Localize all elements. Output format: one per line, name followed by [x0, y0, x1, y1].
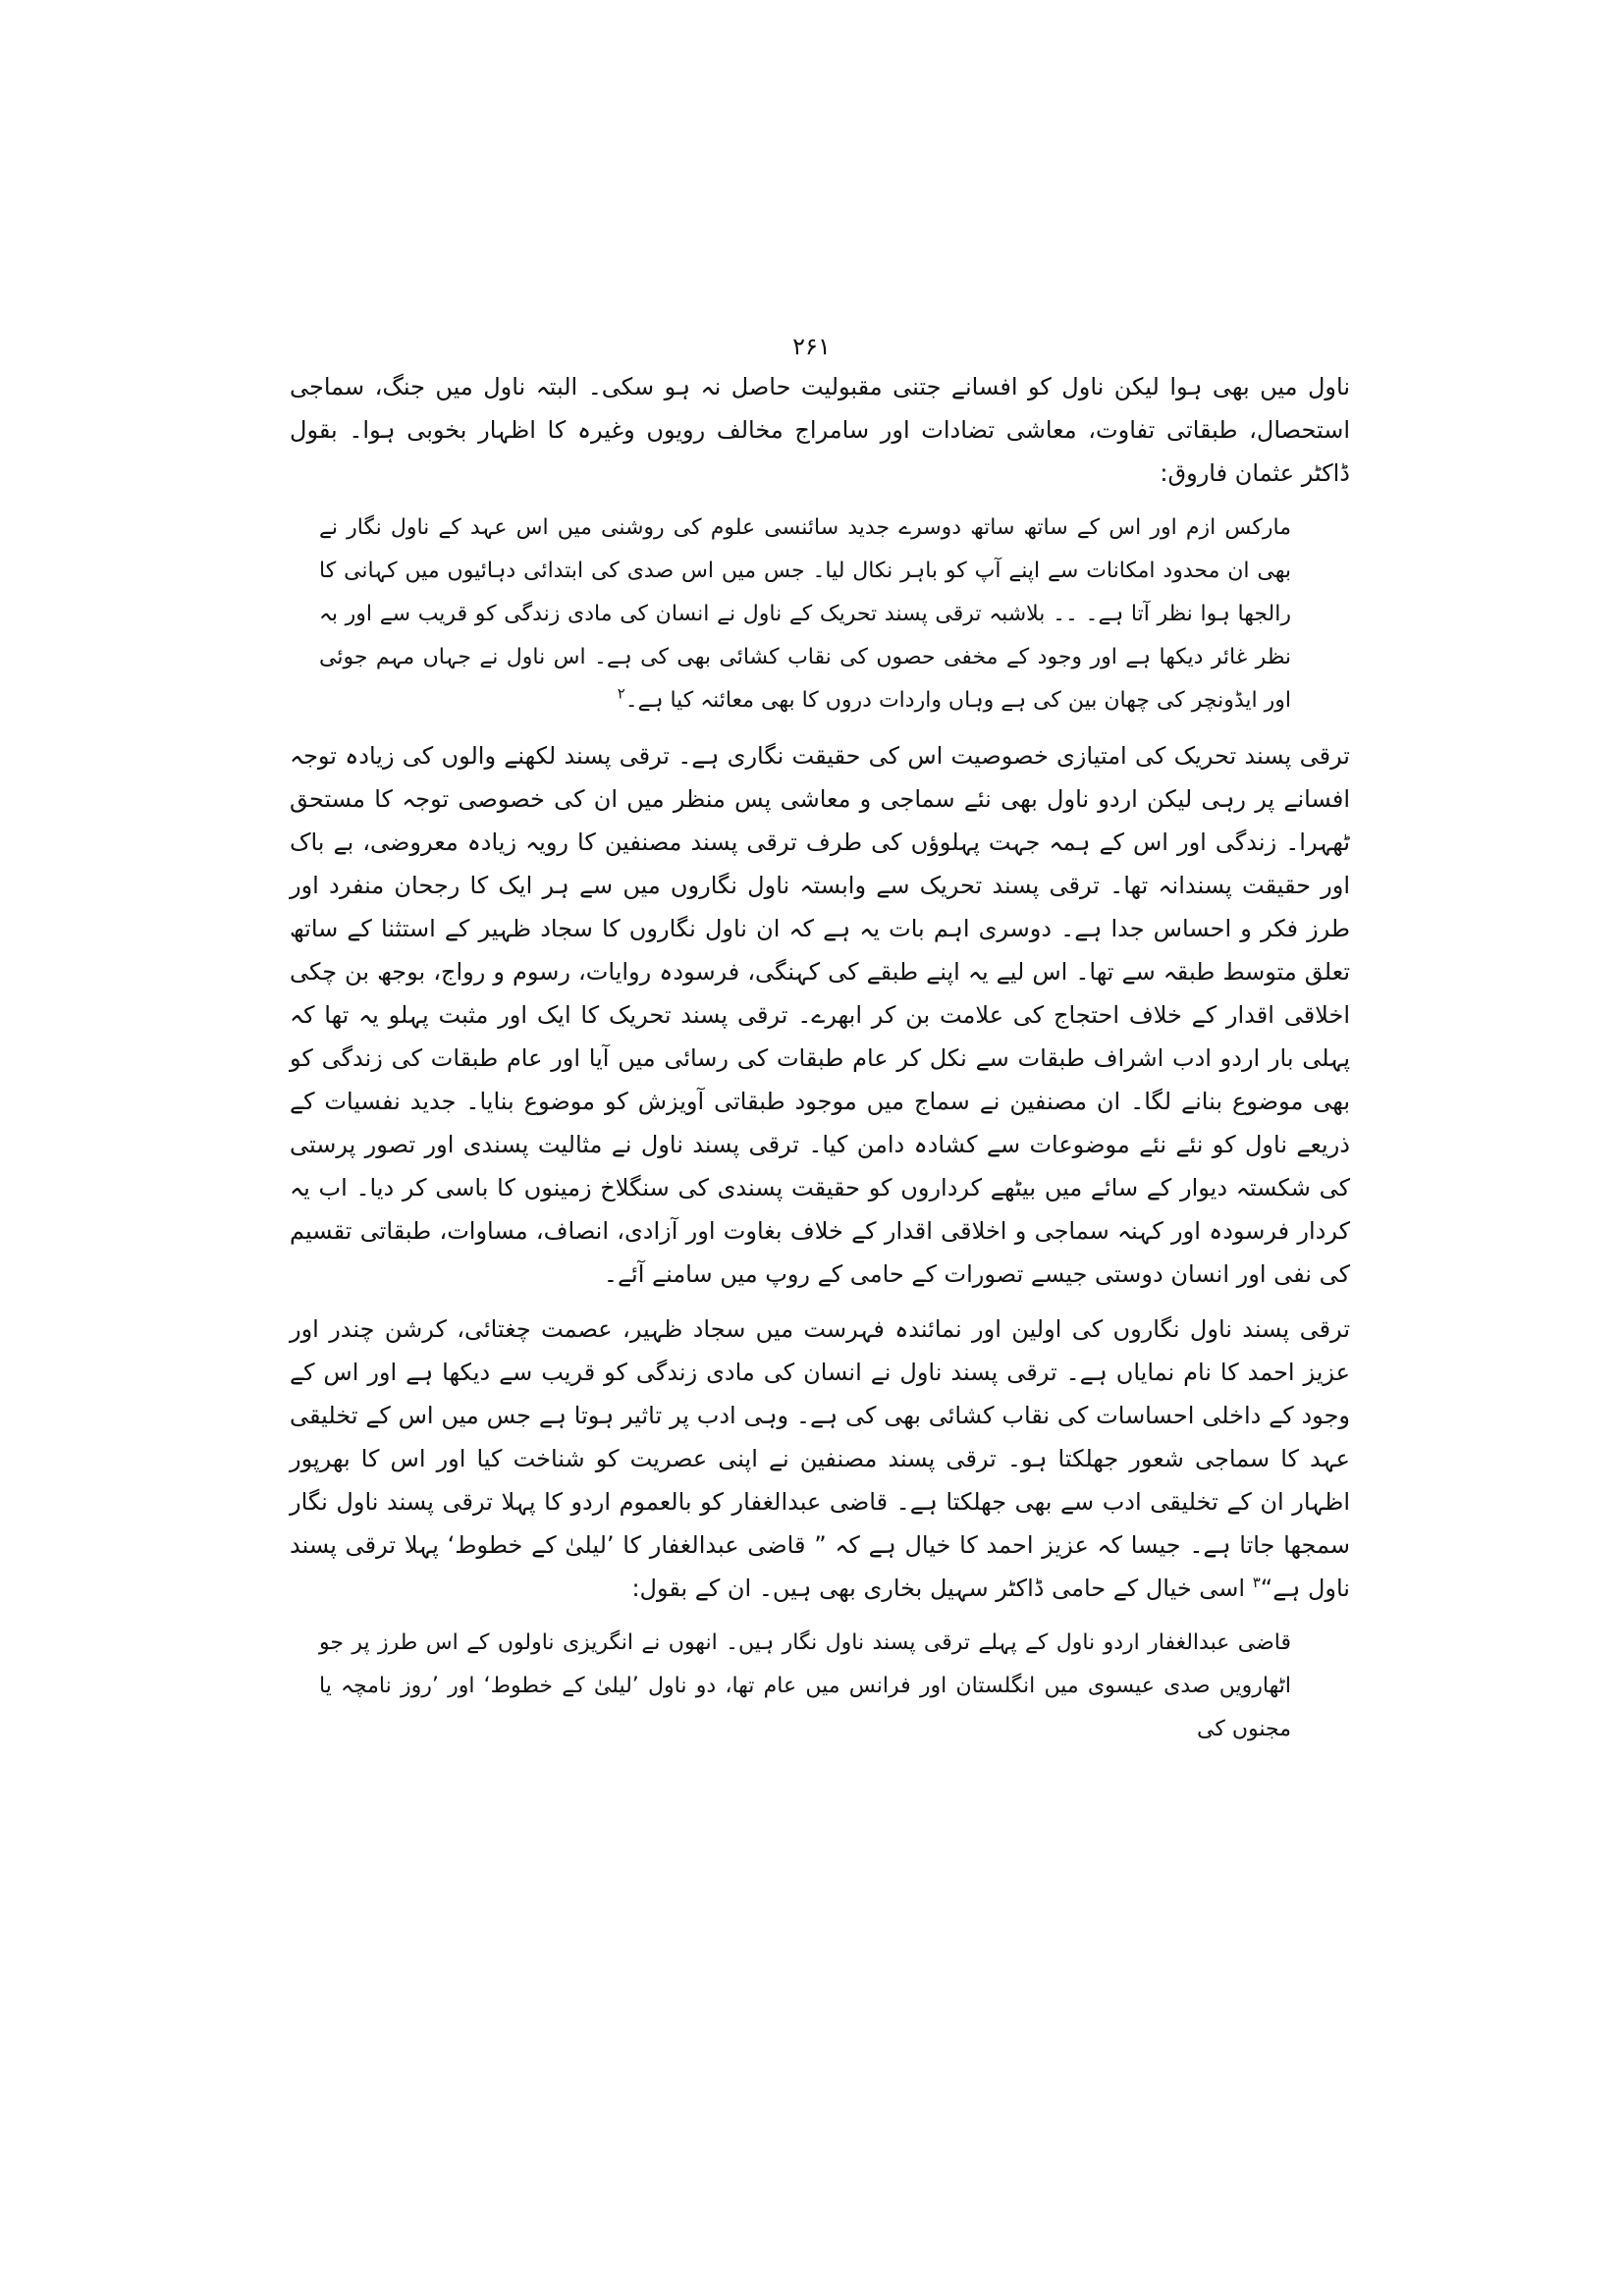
paragraph-realism	[290, 734, 1350, 1296]
block-quote-farooq-text: مارکس ازم اور اس کے ساتھ ساتھ دوسرے جدید سائنسی علوم کی روشنی میں اس عہد کے ناول نگار نے بھی ان محدود امکانات سے اپنے آپ کو باہر نکال لیا۔ جس میں اس صدی کی ابتدائی دہائیوں میں کہانی کا رالجھا ہوا نظر آتا ہے۔ ۔۔ بلاشبہ ترقی پسند تحریک کے ناول نے انسان کی مادی زندگی کو قریب سے اور بہ نظر غائر دیکھا ہے اور وجود کے مخفی حصوں کی نقاب کشائی بھی کی ہے۔ اس ناول نے جہاں مہم جوئی اور ایڈونچر کی چھان بین کی ہے وہاں واردات دروں کا بھی معائنہ کیا ہے۔	[319, 515, 1291, 713]
paragraph-novelists-tail: اسی خیال کے حامی ڈاکٹر سہیل بخاری بھی ہیں۔ ان کے بقول:	[631, 1575, 1253, 1602]
block-quote-bukhari-text: قاضی عبدالغفار اردو ناول کے پہلے ترقی پسند ناول نگار ہیں۔ انھوں نے انگریزی ناولوں کے اس طرز پر جو اٹھارویں صدی عیسوی میں انگلستان اور فرانس میں عام تھا، دو ناول ’لیلیٰ کے خطوط‘ اور ’روز نامچہ یا مجنوں کی	[319, 1630, 1291, 1741]
paragraph-novelists	[290, 1308, 1350, 1610]
footnote-marker-2: ۲	[617, 684, 625, 703]
footnote-marker-3: ۳	[1252, 1574, 1261, 1591]
paragraph-novelists-text: ترقی پسند ناول نگاروں کی اولین اور نمائندہ فہرست میں سجاد ظہیر، عصمت چغتائی، کرشن چندر اور عزیز احمد کا نام نمایاں ہے۔ ترقی پسند ناول نے انسان کی مادی زندگی کو قریب سے دیکھا ہے اور اس کے وجود کے داخلی احساسات کی نقاب کشائی بھی کی ہے۔ وہی ادب پر تاثیر ہوتا ہے جس میں اس کے تخلیقی عہد کا سماجی شعور جھلکتا ہو۔ ترقی پسند مصنفین نے اپنی عصریت کو شناخت کیا اور اس کا بھرپور اظہار ان کے تخلیقی ادب سے بھی جھلکتا ہے۔ قاضی عبدالغفار کو بالعموم اردو کا پہلا ترقی پسند ناول نگار سمجھا جاتا ہے۔ جیسا کہ عزیز احمد کا خیال ہے کہ ” قاضی عبدالغفار کا ’لیلیٰ کے خطوط‘ پہلا ترقی پسند ناول ہے“	[290, 1315, 1350, 1602]
page-number: ۲۶۱	[792, 333, 831, 360]
paragraph-realism-text: ترقی پسند تحریک کی امتیازی خصوصیت اس کی حقیقت نگاری ہے۔ ترقی پسند لکھنے والوں کی زیادہ توجہ افسانے پر رہی لیکن اردو ناول بھی نئے سماجی و معاشی پس منظر میں ان کی خصوصی توجہ کا مستحق ٹھہرا۔ زندگی اور اس کے ہمہ جہت پہلوؤں کی طرف ترقی پسند مصنفین کا رویہ زیادہ معروضی، بے باک اور حقیقت پسندانہ تھا۔ ترقی پسند تحریک سے وابستہ ناول نگاروں میں سے ہر ایک کا رجحان منفرد اور طرز فکر و احساس جدا ہے۔ دوسری اہم بات یہ ہے کہ ان ناول نگاروں کا سجاد ظہیر کے استثنا کے ساتھ تعلق متوسط طبقہ سے تھا۔ اس لیے یہ اپنے طبقے کی کہنگی، فرسودہ روایات، رسوم و رواج، بوجھ بن چکی اخلاقی اقدار کے خلاف احتجاج کی علامت بن کر ابھرے۔ ترقی پسند تحریک کا ایک اور مثبت پہلو یہ تھا کہ پہلی بار اردو ادب اشراف طبقات سے نکل کر عام طبقات کی رسائی میں آیا اور عام طبقات کی زندگی کو بھی موضوع بنانے لگا۔ ان مصنفین نے سماج میں موجود طبقاتی آویزش کو موضوع بنایا۔ جدید نفسیات کے ذریعے ناول کو نئے نئے موضوعات سے کشادہ دامن کیا۔ ترقی پسند ناول نے مثالیت پسندی اور تصور پرستی کی شکستہ دیوار کے سائے میں بیٹھے کرداروں کو حقیقت پسندی کی سنگلاخ زمینوں کا باسی کر دیا۔ اب یہ کردار فرسودہ اور کہنہ سماجی و اخلاقی اقدار کے خلاف بغاوت اور آزادی، انصاف، مساوات، طبقاتی تقسیم کی نفی اور انسان دوستی جیسے تصورات کے حامی کے روپ میں سامنے آئے۔	[290, 742, 1350, 1288]
block-quote-bukhari	[319, 1622, 1291, 1751]
paragraph-intro	[290, 365, 1350, 495]
page-body	[290, 365, 1350, 1763]
block-quote-farooq	[319, 507, 1291, 722]
paragraph-intro-text: ناول میں بھی ہوا لیکن ناول کو افسانے جتنی مقبولیت حاصل نہ ہو سکی۔ البتہ ناول میں جنگ، سماجی استحصال، طبقاتی تفاوت، معاشی تضادات اور سامراج مخالف رویوں وغیرہ کا اظہار بخوبی ہوا۔ بقول ڈاکٹر عثمان فاروق:	[290, 373, 1350, 487]
